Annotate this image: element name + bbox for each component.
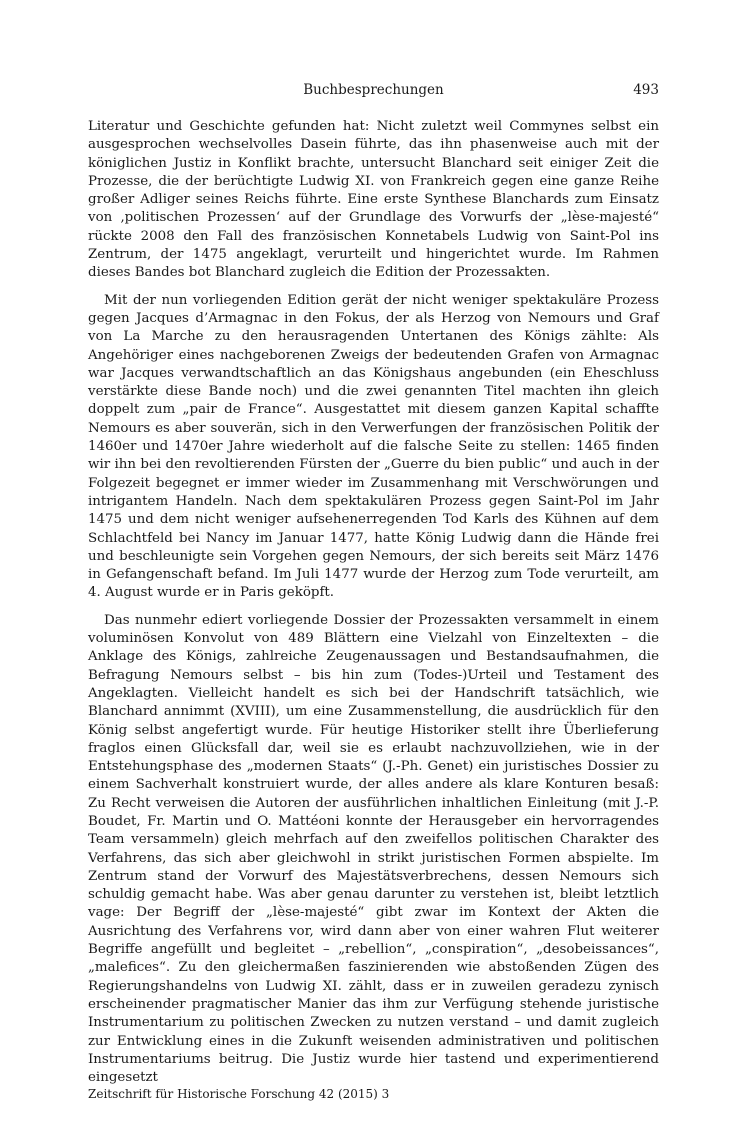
paragraph: Literatur und Geschichte gefunden hat: Nicht zuletzt weil Commynes selbst ein ausgesprochen wechselvolles Dasein führte, das ihn phasenweise auch mit der königlichen Justiz in Konflikt brachte, untersucht Blanchard seit einiger Zeit die Prozesse, die der berüchtigte Ludwig XI. von Frankreich gegen eine ganze Reihe großer Adliger seines Reichs führte. Eine erste Synthese Blanchards zum Einsatz von ‚politischen Prozessen‘ auf der Grundlage des Vorwurfs der „lèse-majesté“ rückte 2008 den Fall des französischen Konnetabels Ludwig von Saint-Pol ins Zentrum, der 1475 angeklagt, verurteilt und hingerichtet wurde. Im Rahmen dieses Bandes bot Blanchard zugleich die Edition der Prozessakten. [88, 119, 659, 281]
journal-footer: Zeitschrift für Historische Forschung 42 (2015) 3 [88, 1087, 390, 1101]
section-title: Buchbesprechungen [303, 82, 444, 98]
body-text [88, 118, 659, 1096]
running-header [88, 82, 659, 102]
paragraph: Mit der nun vorliegenden Edition gerät der nicht weniger spektakuläre Prozess gegen Jacques d’Armagnac in den Fokus, der als Herzog von Nemours und Graf von La Marche zu den herausragenden Untertanen des Königs zählte: Als Angehöriger eines nachgeborenen Zweigs der bedeutenden Grafen von Armagnac war Jacques verwandtschaftlich an das Königshaus angebunden (ein Eheschluss verstärkte diese Bande noch) und die zwei genannten Titel machten ihn gleich doppelt zum „pair de France“. Ausgestattet mit diesem ganzen Kapital schaffte Nemours es aber souverän, sich in den Verwerfungen der französischen Politik der 1460er und 1470er Jahre wiederholt auf die falsche Seite zu stellen: 1465 finden wir ihn bei den revoltierenden Fürsten der „Guerre du bien public“ und auch in der Folgezeit begegnet er immer wieder im Zusammenhang mit Verschwörungen und intrigantem Handeln. Nach dem spektakulären Prozess gegen Saint-Pol im Jahr 1475 und dem nicht weniger aufsehenerregenden Tod Karls des Kühnen auf dem Schlachtfeld bei Nancy im Januar 1477, hatte König Ludwig dann die Hände frei und beschleunigte sein Vorgehen gegen Nemours, der sich bereits seit März 1476 in Gefangenschaft befand. Im Juli 1477 wurde der Herzog zum Tode verurteilt, am 4. August wurde er in Paris geköpft. [88, 292, 659, 601]
paragraph: Das nunmehr ediert vorliegende Dossier der Prozessakten versammelt in einem voluminösen Konvolut von 489 Blättern eine Vielzahl von Einzeltexten – die Anklage des Königs, zahlreiche Zeugenaussagen und Bestandsaufnahmen, die Befragung Nemours selbst – bis hin zum (Todes-)Urteil und Testament des Angeklagten. Vielleicht handelt es sich bei der Handschrift tatsächlich, wie Blanchard annimmt (XVIII), um eine Zusammenstellung, die ausdrücklich für den König selbst angefertigt wurde. Für heutige Historiker stellt ihre Überlieferung fraglos einen Glücksfall dar, weil sie es erlaubt nachzuvollziehen, wie in der Entstehungsphase des „modernen Staats“ (J.-Ph. Genet) ein juristisches Dossier zu einem Sachverhalt konstruiert wurde, der alles andere als klare Konturen besaß: Zu Recht verweisen die Autoren der ausführlichen inhaltlichen Einleitung (mit J.-P. Boudet, Fr. Martin und O. Mattéoni konnte der Herausgeber ein hervorragendes Team versammeln) gleich mehrfach auf den zweifellos politischen Charakter des Verfahrens, das sich aber gleichwohl in strikt juristischen Formen abspielte. Im Zentrum stand der Vorwurf des Majestätsverbrechens, dessen Nemours sich schuldig gemacht habe. Was aber genau darunter zu verstehen ist, bleibt letztlich vage: Der Begriff der „lèse-majesté“ gibt zwar im Kontext der Akten die Ausrichtung des Verfahrens vor, wird dann aber von einer wahren Flut weiterer Begriffe angefüllt und begleitet – „rebellion“, „conspiration“, „desobeissances“, „malefices“. Zu den gleichermaßen faszinierenden wie abstoßenden Zügen des Regierungshandelns von Ludwig XI. zählt, dass er in zuweilen geradezu zynisch erscheinender pragmatischer Manier das ihm zur Verfügung stehende juristische Instrumentarium zu politischen Zwecken zu nutzen verstand – und damit zugleich zur Entwicklung eines in die Zukunft weisenden administrativen und politischen Instrumentariums beitrug. Die Justiz wurde hier tastend und experimentierend eingesetzt [88, 612, 659, 1086]
page-number: 493 [633, 82, 659, 98]
